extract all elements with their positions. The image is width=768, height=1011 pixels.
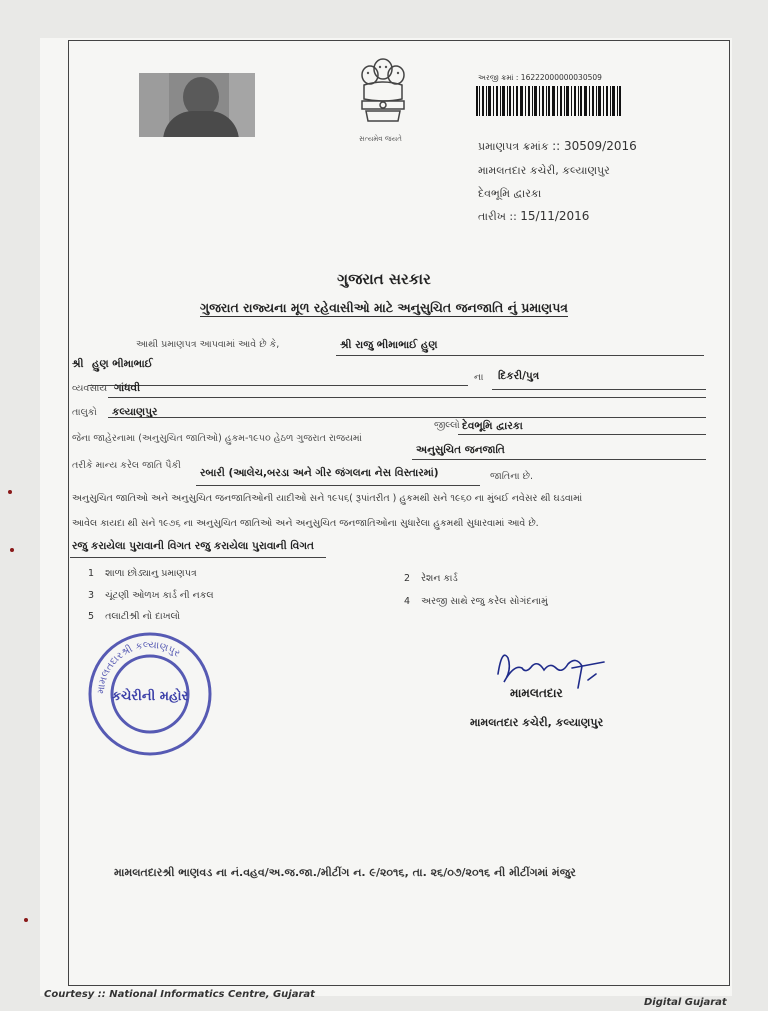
notification-line xyxy=(412,459,706,460)
office-line: મામલતદાર કચેરી, કલ્યાણપુર xyxy=(478,164,610,177)
relation-prefix: ના xyxy=(474,372,484,383)
business-value: ગાંધવી xyxy=(114,382,141,394)
evidence-text: ચૂંટણી ઓળખ કાર્ડ ની નકલ xyxy=(105,590,214,601)
taluka-label: તાલુકો xyxy=(72,407,97,418)
government-title: ગુજરાત સરકાર xyxy=(337,270,431,288)
legal-text-line-2: આવેલ કાયદા થી સને ૧૯૭૬ ના અનુસુચિત જાતિઓ અને અનુસુચિત જનજાતિઓના સુધારેલા હુકમથી સુધારવામાં આવે છે. xyxy=(72,518,539,529)
date-label: તારીખ :: xyxy=(478,210,517,223)
taluka-line xyxy=(108,417,706,418)
application-number: અરજી ક્રમાં : 16222000000030509 xyxy=(478,73,602,82)
evidence-heading: રજુ કરાયેલા પુરાવાની વિગત રજુ કરાયેલા પુરાવાની વિગત xyxy=(72,540,314,552)
approval-line: મામલતદારશ્રી ભાણવડ ના નં.વહવ/અ.જ.જા./મીટીંગ ન. ૯/૨૦૧૬, તા. ૨૬/૦૭/૨૦૧૬ ની મીટીંગમાં મંજુર xyxy=(114,866,576,879)
barcode-icon xyxy=(476,86,622,116)
document-border xyxy=(68,40,730,986)
paper-speck xyxy=(24,918,28,922)
business-label: વ્યવસાય xyxy=(72,383,108,394)
certificate-title-text: ગુજરાત રાજ્યના મૂળ રહેવાસીઓ માટે અનુસુચિત જનજાતિ નું પ્રમાણપત્ર xyxy=(199,300,568,315)
district-line: દેવભૂમિ દ્વારકા xyxy=(478,187,542,200)
shri-label: શ્રી xyxy=(72,358,84,370)
recognized-label: તરીકે માન્ય કરેલ જાતિ પૈકી xyxy=(72,460,181,471)
courtesy-line: Courtesy :: National Informatics Centre, Gujarat xyxy=(44,989,315,1000)
caste-value: રબારી (આલેચ,બરડા અને ગીર જંગલના નેસ વિસ્તારમાં) xyxy=(200,467,439,479)
evidence-number: 1 xyxy=(88,568,95,579)
stamp-ring-text: મામલતદારશ્રી કલ્યાણપુર xyxy=(95,639,182,695)
emblem-caption: સત્યમેવ જયતે xyxy=(359,135,402,143)
paper-speck xyxy=(10,548,14,552)
applicant-name-line xyxy=(336,355,704,356)
evidence-text: અરજી સાથે રજુ કરેલ સોગંદનામું xyxy=(421,596,548,607)
evidence-item xyxy=(88,611,180,622)
national-emblem-icon xyxy=(352,55,414,135)
evidence-number: 4 xyxy=(404,596,411,607)
signatory-title: મામલતદાર xyxy=(510,686,563,700)
caste-line xyxy=(196,485,480,486)
certificate-number xyxy=(478,139,637,154)
svg-text:મામલતદારશ્રી કલ્યાણપુર xyxy=(96,640,182,695)
notification-value: અનુસુચિત જનજાતિ xyxy=(416,444,505,456)
notification-label: જેના જાહેરનામા (અનુસુચિત જાતિઓ) હુકમ-૧૯૫૦ હેઠળ ગુજરાત રાજયમાં xyxy=(72,433,362,444)
relation-line xyxy=(492,389,706,390)
evidence-number: 3 xyxy=(88,590,95,601)
father-name-line xyxy=(88,385,468,386)
applicant-photo xyxy=(139,73,255,137)
district-value-line xyxy=(458,434,706,435)
evidence-text: તલાટીશ્રી નો દાખલો xyxy=(105,611,181,622)
issue-date xyxy=(478,209,589,224)
evidence-text: રેશન કાર્ડ xyxy=(421,573,458,584)
evidence-heading-line xyxy=(70,557,326,558)
evidence-item xyxy=(404,573,458,584)
paper-speck xyxy=(8,490,12,494)
digital-gujarat-logo: Digital Gujarat xyxy=(644,997,727,1008)
stamp-center-text: કચેરીની મહોર xyxy=(111,689,189,704)
signatory-office: મામલતદાર કચેરી, કલ્યાણપુર xyxy=(470,716,604,729)
taluka-value: કલ્યાણપુર xyxy=(112,406,158,418)
relation-value: દિકરી/પુત્ર xyxy=(498,370,540,382)
applicant-name: શ્રી રાજુ ભીમાભાઈ હુણ xyxy=(340,339,438,351)
caste-suffix: જાતિના છે. xyxy=(490,471,533,482)
certificate-title xyxy=(0,300,768,316)
district-label: જીલ્લો xyxy=(434,420,460,431)
evidence-text: શાળા છોડ્યાનુ પ્રમાણપત્ર xyxy=(105,568,197,579)
date-value: 15/11/2016 xyxy=(520,209,590,223)
father-name: હુણ ભીમાભાઈ xyxy=(92,358,153,370)
business-line xyxy=(108,397,706,398)
evidence-item xyxy=(88,568,197,579)
evidence-item xyxy=(404,596,548,607)
evidence-number: 2 xyxy=(404,573,411,584)
intro-label: આથી પ્રમાણપત્ર આપવામાં આવે છે કે, xyxy=(136,339,280,350)
certificate-number-value: :: 30509/2016 xyxy=(552,139,637,153)
certificate-number-label: પ્રમાણપત્ર ક્રમાંક xyxy=(478,140,549,153)
evidence-number: 5 xyxy=(88,611,95,622)
district-value: દેવભૂમિ દ્વારકા xyxy=(462,420,523,432)
legal-text-line-1: અનુસુચિત જાતિઓ અને અનુસુચિત જનજાતિઓની યાદીઓ સને ૧૯૫૬( રૂપાંતરીત ) હુકમથી સને ૧૯૬૦ ના મુંબઈ નવેસર થી ઘડવામાં xyxy=(72,493,583,504)
office-seal-stamp xyxy=(86,630,214,758)
evidence-item xyxy=(88,590,214,601)
